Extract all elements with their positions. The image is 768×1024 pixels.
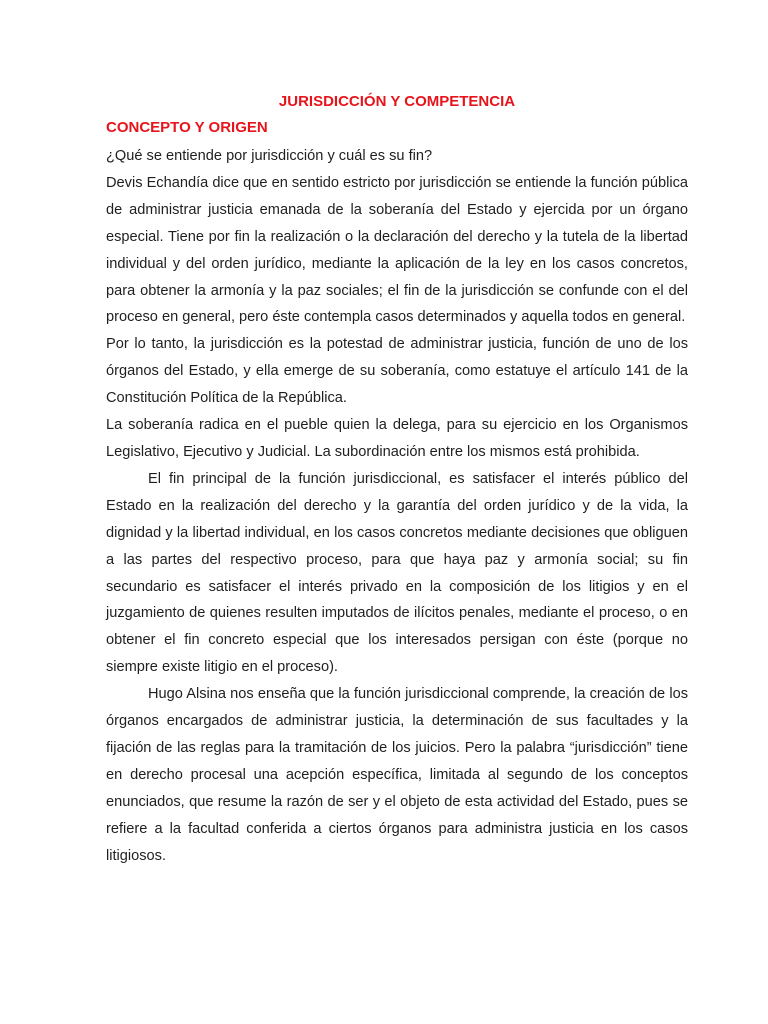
paragraph-devis-echandia: Devis Echandía dice que en sentido estricto por jurisdicción se entiende la función pública de administrar justicia emanada de la soberanía del Estado y ejercida por un órgano especial. Tiene por fin la realización o la declaración del derecho y la tutela de la libertad individual y del orden jurídico, mediante la aplicación de la ley en los casos concretos, para obtener la armonía y la paz sociales; el fin de la jurisdicción se confunde con el del proceso en general, pero éste contempla casos determinados y aquella todos en general. (106, 174, 688, 326)
paragraph-soberania: La soberanía radica en el pueble quien la delega, para su ejercicio en los Organismos Legislativo, Ejecutivo y Judicial. La subordinación entre los mismos está prohibida. (106, 417, 688, 460)
paragraph-question: ¿Qué se entiende por jurisdicción y cuál es su fin? (106, 148, 433, 164)
paragraph-fin-principal: El fin principal de la función jurisdiccional, es satisfacer el interés público del Estado en la realización del derecho y la garantía del orden jurídico y de la vida, la dignidad y la libertad individual, en los casos concretos mediante decisiones que obliguen a las partes del respectivo proceso, para que haya paz y armonía social; su fin secundario es satisfacer el interés privado en la composición de los litigios y en el juzgamiento de quienes resulten imputados de ilícitos penales, mediante el proceso, o en obtener el fin concreto especial que los interesados persigan con éste (porque no siempre existe litigio en el proceso). (106, 470, 688, 676)
document-title: JURISDICCIÓN Y COMPETENCIA (278, 93, 516, 110)
section-heading: CONCEPTO Y ORIGEN (106, 119, 268, 136)
document-body (106, 89, 688, 869)
paragraph-potestad: Por lo tanto, la jurisdicción es la potestad de administrar justicia, función de uno de los órganos del Estado, y ella emerge de su soberanía, como estatuye el artículo 141 de la Constitución Política de la República. (106, 336, 688, 407)
paragraph-hugo-alsina: Hugo Alsina nos enseña que la función jurisdiccional comprende, la creación de los órganos encargados de administrar justicia, la determinación de sus facultades y la fijación de las reglas para la tramitación de los juicios. Pero la palabra “jurisdicción” tiene en derecho procesal una acepción específica, limitada al segundo de los conceptos enunciados, que resume la razón de ser y el objeto de esta actividad del Estado, pues se refiere a la facultad conferida a ciertos órganos para administra justicia en los casos litigiosos. (106, 686, 688, 864)
